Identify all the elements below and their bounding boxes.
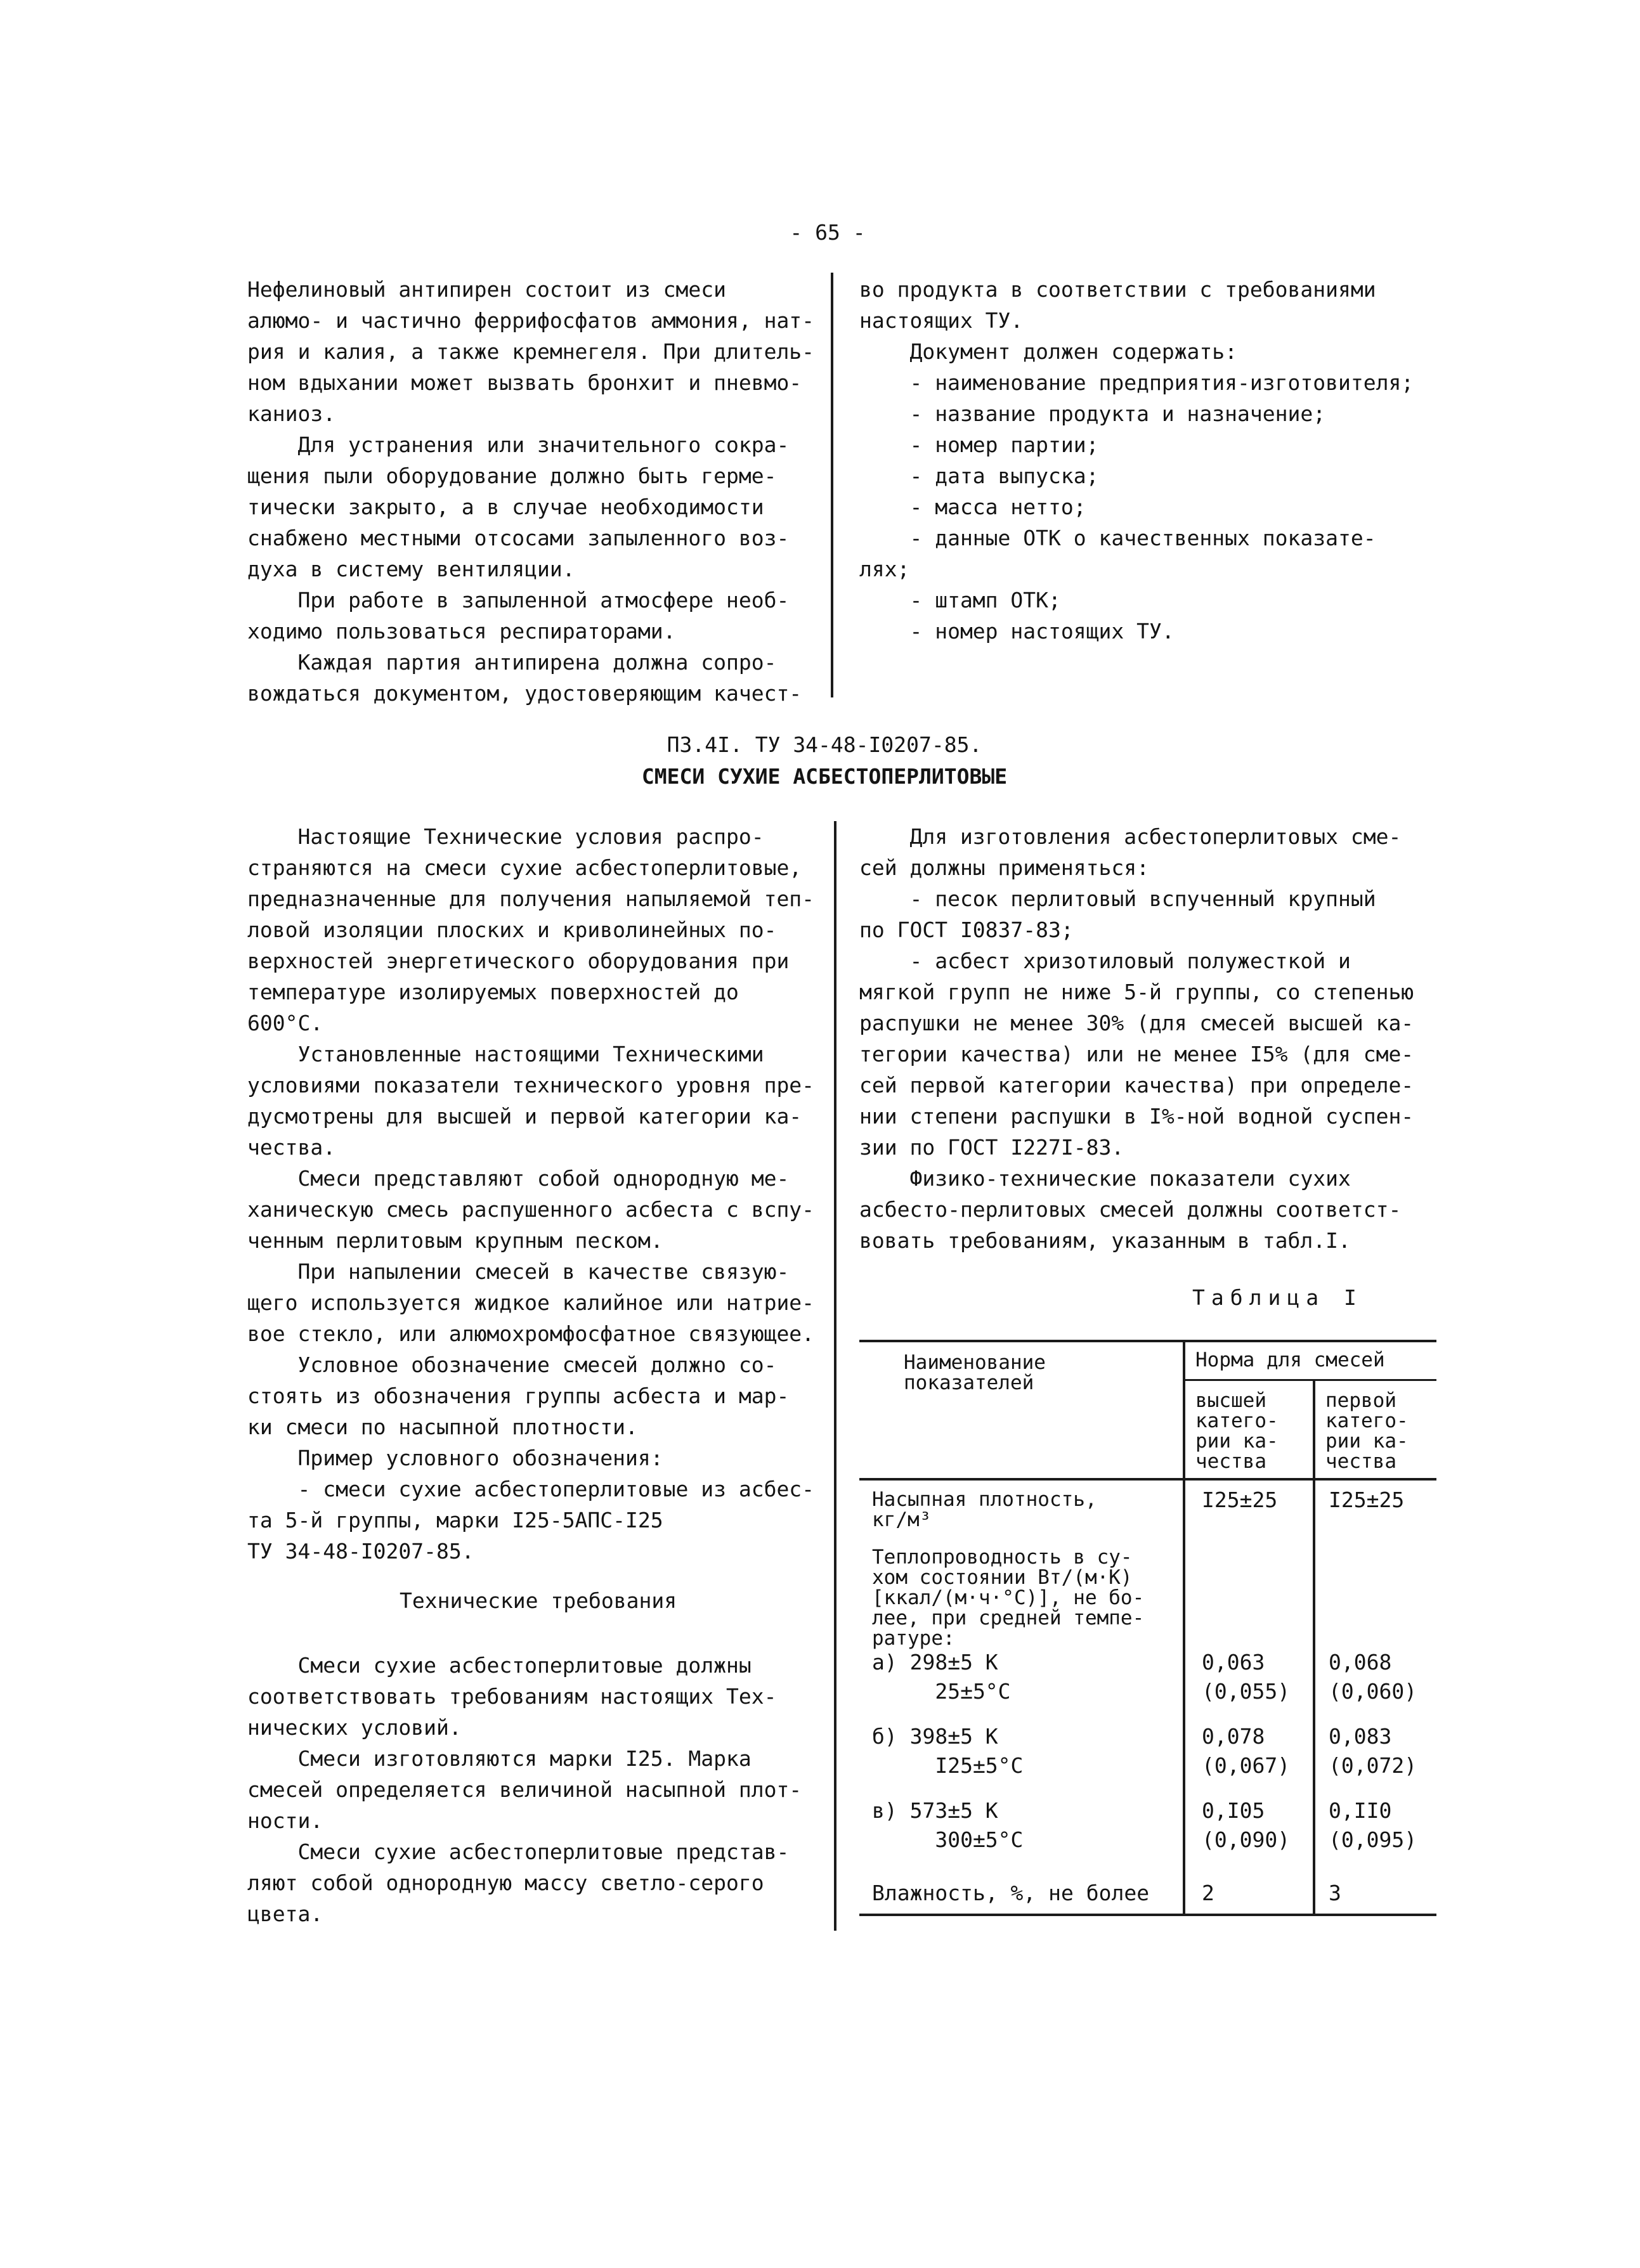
text-line: Смеси сухие асбестоперлитовые представ- — [247, 1839, 790, 1864]
text-line: лях; — [859, 557, 910, 581]
section-number: ПЗ.4I. ТУ 34-48-I0207-85. — [667, 732, 982, 757]
technical-requirements-heading: Технические требования — [400, 1588, 677, 1613]
text-line: - наименование предприятия-изготовителя; — [859, 370, 1414, 395]
text-line: Физико-технические показатели сухих — [859, 1166, 1351, 1191]
table-rule-top — [859, 1340, 1436, 1342]
row-a-first: 0,068 (0,060) — [1329, 1650, 1417, 1704]
text-line: ловой изоляции плоских и криволинейных по- — [247, 917, 777, 942]
text-line: температуре изолируемых поверхностей до — [247, 980, 739, 1004]
table-rule-head — [859, 1478, 1436, 1481]
text-line: Настоящие Технические условия распро- — [247, 824, 764, 849]
row-humidity-high: 2 — [1202, 1881, 1214, 1905]
text-line: Смеси представляют собой однородную ме- — [247, 1166, 790, 1191]
text-line: - масса нетто; — [859, 495, 1086, 519]
text-line: мягкой групп не ниже 5-й группы, со степенью — [859, 980, 1414, 1004]
text-line: предназначенные для получения напыляемой теп- — [247, 886, 815, 911]
text-line: Установленные настоящими Техническими — [247, 1042, 764, 1066]
head-name: Наименование показателей — [904, 1351, 1046, 1394]
text-line: щего используется жидкое калийное или натрие- — [247, 1290, 815, 1315]
text-line: - название продукта и назначение; — [859, 401, 1326, 426]
text-line: ханическую смесь распушенного асбеста с вспу- — [247, 1197, 815, 1222]
text-line: - смеси сухие асбестоперлитовые из асбес- — [247, 1477, 815, 1501]
text-line: вовать требованиям, указанным в табл.I. — [859, 1228, 1351, 1253]
bottom-left-column-b — [247, 1650, 818, 1929]
top-left-column — [247, 274, 818, 709]
row-b-high: 0,078 (0,067) — [1202, 1724, 1291, 1778]
text-line: Документ должен содержать: — [859, 339, 1238, 364]
text-line: верхностей энергетического оборудования при — [247, 949, 790, 973]
text-line: смесей определяется величиной насыпной плот- — [247, 1777, 802, 1802]
text-line: Каждая партия антипирена должна сопро- — [247, 650, 777, 675]
row-humidity-name: Влажность, %, не более — [872, 1881, 1150, 1905]
text-line: - штамп ОТК; — [859, 588, 1061, 612]
table-label: Таблица I — [1192, 1285, 1363, 1310]
text-line: - дата выпуска; — [859, 463, 1099, 488]
row-b-first: 0,083 (0,072) — [1329, 1724, 1417, 1778]
head-high: высшей катего- рии ка- чества — [1195, 1389, 1279, 1473]
text-line: алюмо- и частично феррифосфатов аммония, нат- — [247, 308, 815, 333]
text-line: страняются на смеси сухие асбестоперлитовые, — [247, 855, 802, 880]
text-line: вое стекло, или алюмохромфосфатное связующее. — [247, 1321, 815, 1346]
text-line: асбесто-перлитовых смесей должны соответст- — [859, 1197, 1402, 1222]
column-divider-2 — [834, 821, 836, 1931]
text-line: по ГОСТ I0837-83; — [859, 917, 1074, 942]
table-vline-1 — [1183, 1340, 1185, 1915]
text-line: снабжено местными отсосами запыленного воз- — [247, 526, 790, 550]
text-line: Условное обозначение смесей должно со- — [247, 1352, 777, 1377]
text-line: духа в систему вентиляции. — [247, 557, 575, 581]
text-line: Смеси сухие асбестоперлитовые должны — [247, 1653, 752, 1678]
bottom-left-column-a — [247, 821, 818, 1567]
top-right-column — [859, 274, 1430, 647]
text-line: условиями показатели технического уровня пре- — [247, 1073, 815, 1098]
column-divider — [831, 273, 833, 697]
text-line: дусмотрены для высшей и первой категории ка- — [247, 1104, 802, 1129]
row-a-high: 0,063 (0,055) — [1202, 1650, 1291, 1704]
text-line: ном вдыхании может вызвать бронхит и пневмо- — [247, 370, 802, 395]
row-c-high: 0,I05 (0,090) — [1202, 1798, 1291, 1852]
head-first: первой катего- рии ка- чества — [1325, 1389, 1409, 1473]
row-conductivity-name: Теплопроводность в су- хом состоянии Вт/(м·К) [ккал/(м·ч·°С)], не бо- лее, при средней темпе- ратуре: — [872, 1546, 1145, 1650]
text-line: сей должны применяться: — [859, 855, 1149, 880]
text-line: - номер настоящих ТУ. — [859, 619, 1175, 644]
text-line: ходимо пользоваться респираторами. — [247, 619, 676, 644]
text-line: настоящих ТУ. — [859, 308, 1024, 333]
text-line: ки смеси по насыпной плотности. — [247, 1415, 638, 1439]
text-line: Пример условного обозначения: — [247, 1446, 663, 1470]
text-line: ченным перлитовым крупным песком. — [247, 1228, 663, 1253]
text-line: тически закрыто, а в случае необходимости — [247, 495, 764, 519]
table-rule-bottom — [859, 1914, 1436, 1916]
text-line: каниоз. — [247, 401, 336, 426]
row-c-name: в) 573±5 К 300±5°С — [872, 1798, 1024, 1852]
section-title: СМЕСИ СУХИЕ АСБЕСТОПЕРЛИТОВЫЕ — [641, 764, 1008, 789]
text-line: - асбест хризотиловый полужесткой и — [859, 949, 1351, 973]
text-line: распушки не менее 30% (для смесей высшей ка- — [859, 1011, 1414, 1035]
table-rule-norm — [1183, 1379, 1436, 1381]
row-density-high: I25±25 — [1202, 1487, 1278, 1512]
text-line: рия и калия, а также кремнегеля. При длитель- — [247, 339, 815, 364]
text-line: - песок перлитовый вспученный крупный — [859, 886, 1376, 911]
text-line: нии степени распушки в I%-ной водной суспен- — [859, 1104, 1414, 1129]
text-line: щения пыли оборудование должно быть герме- — [247, 463, 777, 488]
text-line: сей первой категории качества) при определе- — [859, 1073, 1414, 1098]
text-line: чества. — [247, 1135, 336, 1160]
properties-table — [859, 1340, 1436, 1917]
text-line: - номер партии; — [859, 432, 1099, 457]
row-density-name: Насыпная плотность, кг/м³ — [872, 1488, 1097, 1531]
text-line: Нефелиновый антипирен состоит из смеси — [247, 277, 726, 302]
head-norm: Норма для смесей — [1195, 1349, 1385, 1371]
row-c-first: 0,II0 (0,095) — [1329, 1798, 1417, 1852]
text-line: нических условий. — [247, 1715, 462, 1740]
text-line: При напылении смесей в качестве связую- — [247, 1259, 790, 1284]
text-line: вождаться документом, удостоверяющим качест- — [247, 681, 802, 706]
text-line: ляют собой однородную массу светло-серого — [247, 1870, 764, 1895]
text-line: 600°С. — [247, 1011, 323, 1035]
row-humidity-first: 3 — [1329, 1881, 1341, 1905]
row-a-name: а) 298±5 К 25±5°С — [872, 1650, 1011, 1704]
text-line: во продукта в соответствии с требованиями — [859, 277, 1376, 302]
text-line: ТУ 34-48-I0207-85. — [247, 1539, 474, 1564]
page-number: - 65 - — [790, 220, 866, 245]
text-line: цвета. — [247, 1902, 323, 1926]
text-line: Смеси изготовляются марки I25. Марка — [247, 1746, 752, 1771]
text-line: зии по ГОСТ I227I-83. — [859, 1135, 1124, 1160]
text-line: тегории качества) или не менее I5% (для сме- — [859, 1042, 1414, 1066]
text-line: Для изготовления асбестоперлитовых сме- — [859, 824, 1402, 849]
text-line: стоять из обозначения группы асбеста и мар- — [247, 1383, 790, 1408]
text-line: При работе в запыленной атмосфере необ- — [247, 588, 790, 612]
row-b-name: б) 398±5 К I25±5°С — [872, 1724, 1024, 1778]
table-vline-2 — [1313, 1379, 1315, 1915]
text-line: та 5-й группы, марки I25-5АПС-I25 — [247, 1508, 663, 1533]
text-line: - данные ОТК о качественных показате- — [859, 526, 1376, 550]
text-line: ности. — [247, 1808, 323, 1833]
text-line: соответствовать требованиям настоящих Тех- — [247, 1684, 777, 1709]
text-line: Для устранения или значительного сокра- — [247, 432, 790, 457]
bottom-right-column — [859, 821, 1430, 1256]
row-density-first: I25±25 — [1329, 1487, 1405, 1512]
